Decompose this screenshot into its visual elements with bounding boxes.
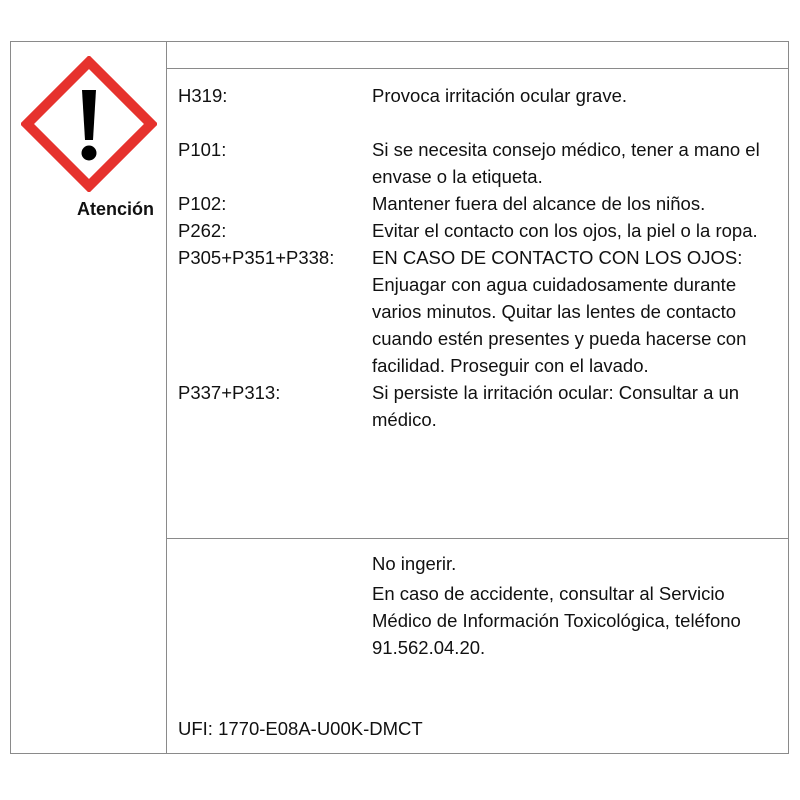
statement-row [178, 217, 778, 244]
statement-text: Si se necesita consejo médico, tener a mano el envase o la etiqueta. [372, 139, 760, 187]
hazard-column [11, 42, 167, 753]
statement-code: P101: [178, 139, 227, 160]
statement-row [178, 190, 778, 217]
statement-text: Mantener fuera del alcance de los niños. [372, 193, 706, 214]
statement-row [178, 82, 778, 109]
ufi-code: UFI: 1770-E08A-U00K-DMCT [178, 718, 423, 739]
statement-text: EN CASO DE CONTACTO CON LOS OJOS: Enjuagar con agua cuidadosamente durante varios minutos. Quitar las lentes de contacto cuando estén presentes y pueda hacerse con facilidad. Proseguir con el lavado. [372, 247, 747, 376]
statement-code: P305+P351+P338: [178, 247, 335, 268]
header-strip [166, 42, 788, 69]
statement-row [178, 136, 778, 190]
statement-text: Evitar el contacto con los ojos, la piel o la ropa. [372, 220, 758, 241]
safety-label [10, 41, 789, 754]
statements-list [178, 82, 778, 433]
statement-code: P337+P313: [178, 382, 281, 403]
signal-word: Atención [76, 199, 154, 219]
additional-line: No ingerir. [372, 553, 457, 574]
statement-text: Provoca irritación ocular grave. [372, 85, 627, 106]
additional-line: En caso de accidente, consultar al Servicio Médico de Información Toxicológica, teléfono 91.562.04.20. [372, 583, 741, 658]
statement-code: P262: [178, 220, 227, 241]
exclamation-mark-icon [21, 56, 157, 192]
section-divider [166, 538, 788, 539]
statement-text: Si persiste la irritación ocular: Consultar a un médico. [372, 382, 740, 430]
statement-row [178, 379, 778, 433]
statement-code: H319: [178, 85, 228, 106]
statement-code: P102: [178, 193, 227, 214]
additional-info [372, 550, 772, 661]
statement-row [178, 244, 778, 379]
statements-column [166, 42, 788, 753]
